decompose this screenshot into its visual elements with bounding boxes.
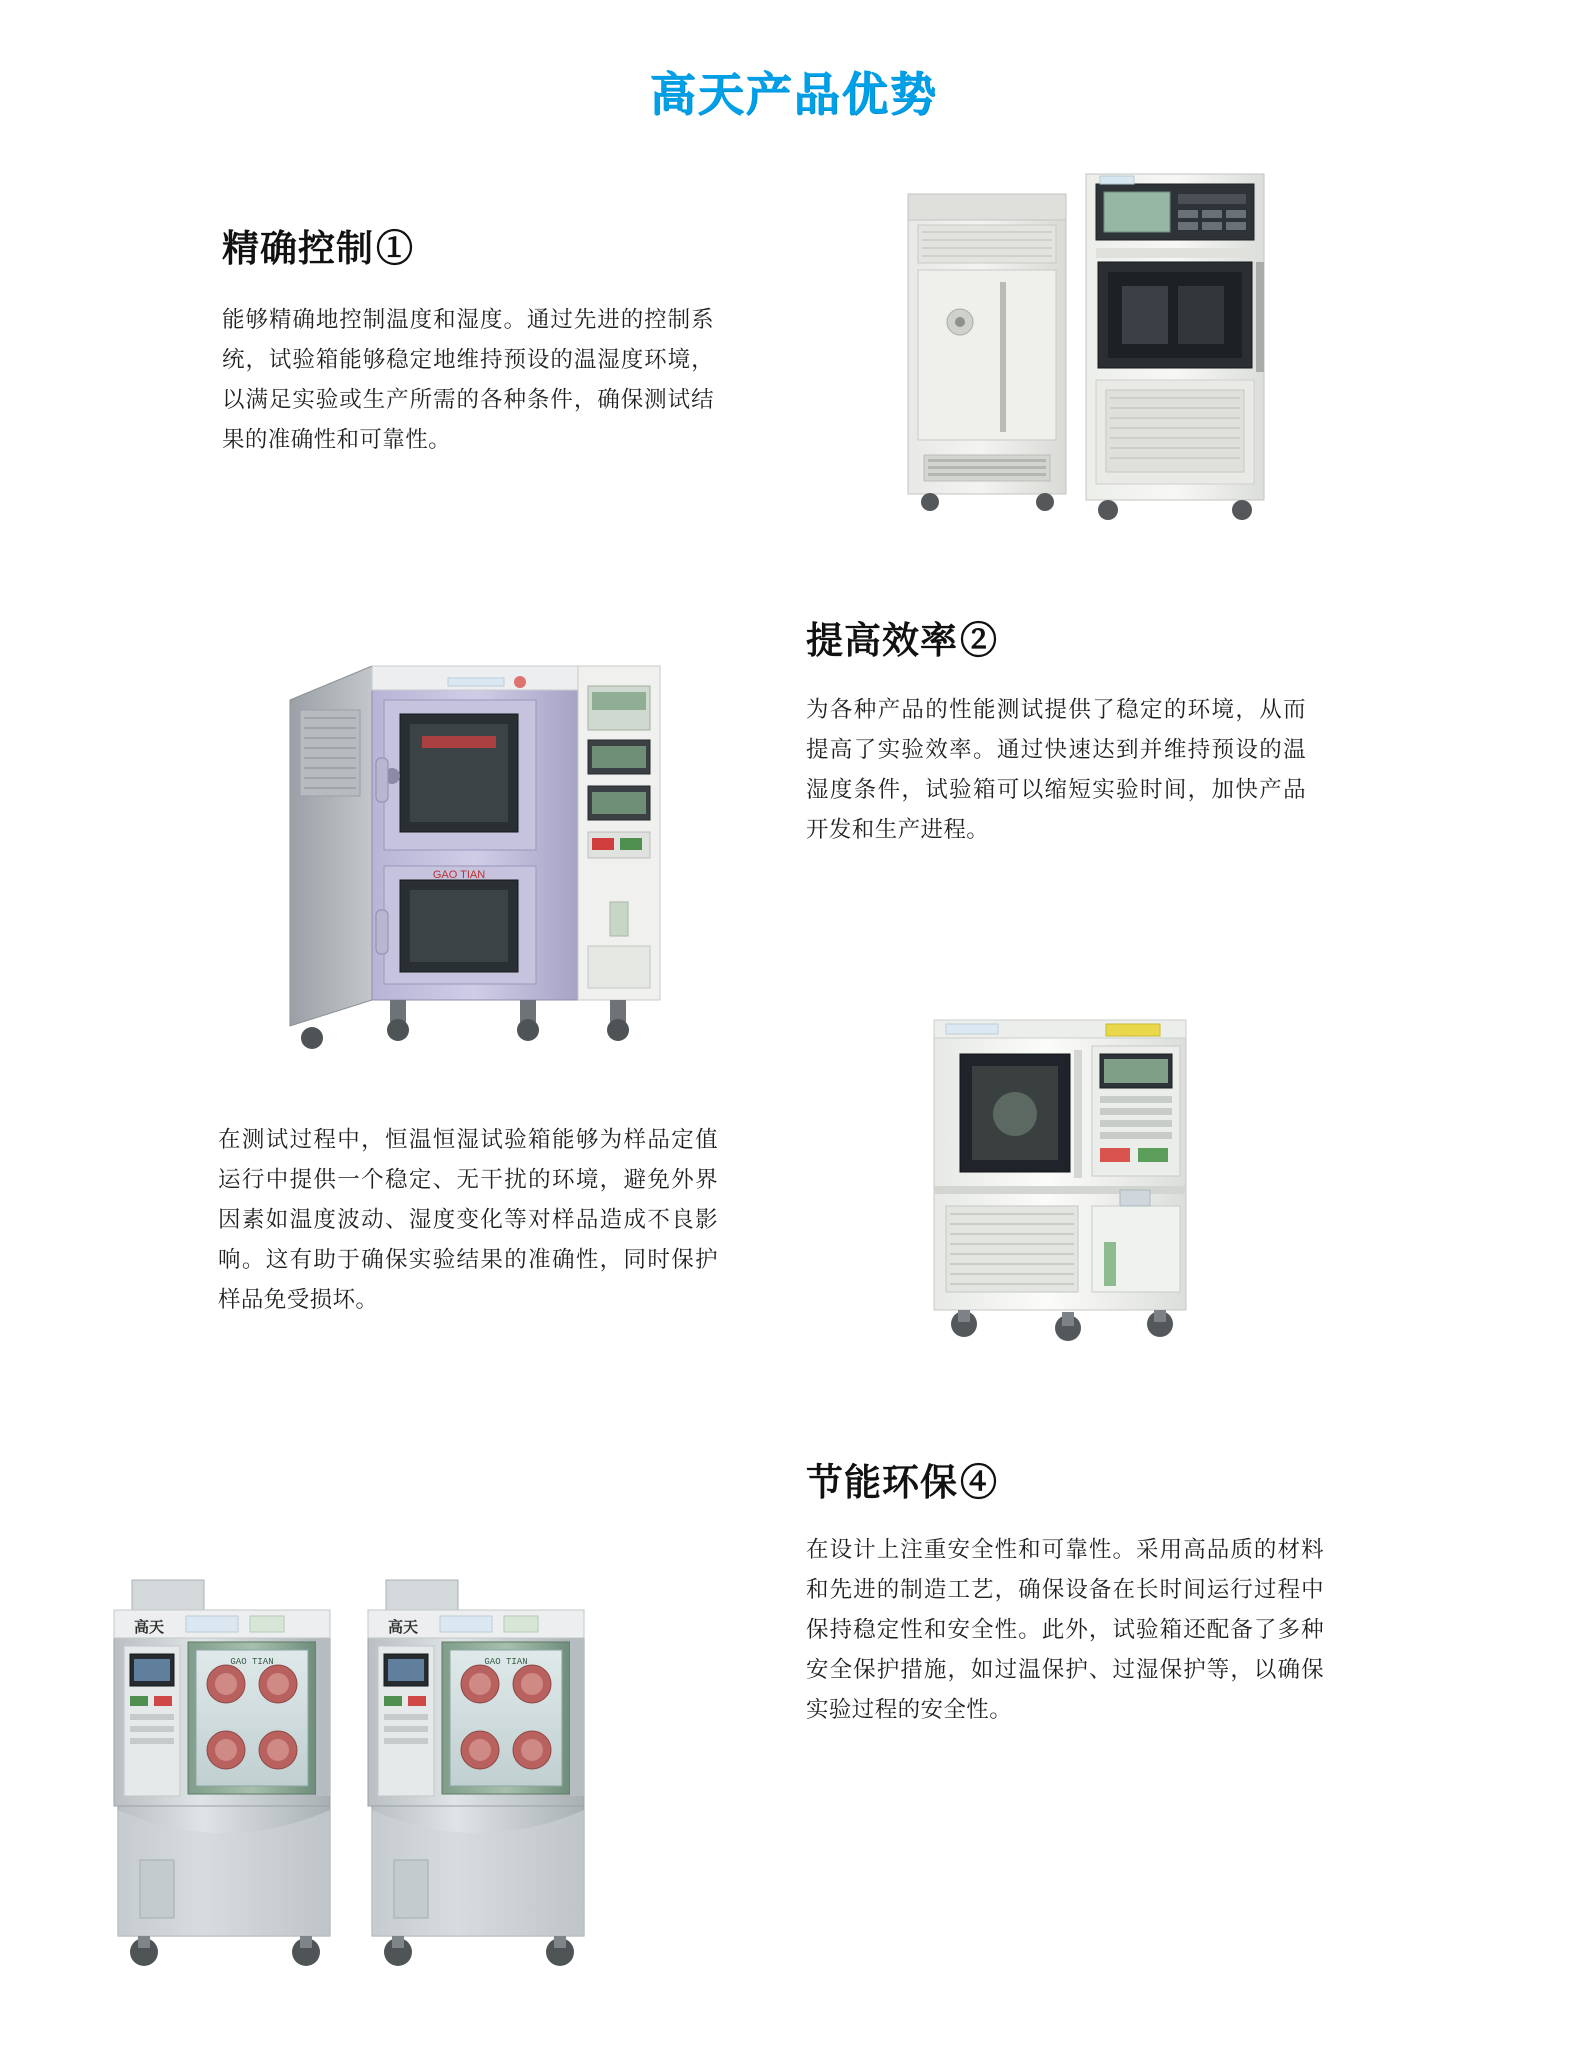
photo-brand-latin: GAO TIAN (432, 869, 486, 881)
section-heading-energy-saving (806, 1452, 998, 1506)
section-body-improve-efficiency: 为各种产品的性能测试提供了稳定的环境，从而提高了实验效率。通过快速达到并维持预设的温湿度条件，试验箱可以缩短实验时间，加快产品开发和生产进程。 (806, 697, 1306, 842)
photo-stable-environment (920, 1010, 1250, 1350)
page-title: 高天产品优势 (649, 68, 938, 120)
photo-improve-efficiency (280, 640, 680, 1060)
section-heading-text: 精确控制 (222, 229, 374, 270)
chamber-pair-illustration (900, 170, 1320, 530)
section-number-1: ① (376, 229, 414, 270)
photo-precise-control (900, 170, 1320, 530)
glovebox-pair-illustration (100, 1560, 620, 1980)
glovebox-right (368, 1580, 584, 1966)
two-door-chamber-illustration (280, 640, 680, 1060)
section-body-precise-control: 能够精确地控制温度和湿度。通过先进的控制系统，试验箱能够稳定地维持预设的温湿度环境，以满足实验或生产所需的各种条件，确保测试结果的准确性和可靠性。 (222, 307, 714, 452)
svg-text:高天: 高天 (388, 1619, 419, 1636)
section-number-4: ④ (960, 1463, 998, 1504)
glovebox-left (114, 1580, 330, 1966)
section-body-energy-saving: 在设计上注重安全性和可靠性。采用高品质的材料和先进的制造工艺，确保设备在长时间运行过程中保持稳定性和安全性。此外，试验箱还配备了多种安全保护措施，如过温保护、过湿保护等，以确保实验过程的安全性。 (806, 1537, 1324, 1722)
photo-brand-latin-right: GAO TIAN (484, 1657, 528, 1667)
white-chamber-illustration (920, 1010, 1250, 1350)
section-heading-improve-efficiency (806, 610, 998, 664)
photo-energy-saving (100, 1560, 620, 1980)
section-body-stable-environment: 在测试过程中，恒温恒湿试验箱能够为样品定值运行中提供一个稳定、无干扰的环境，避免外界因素如温度波动、湿度变化等对样品造成不良影响。这有助于确保实验结果的准确性，同时保护样品免受损坏。 (218, 1127, 718, 1312)
svg-text:高天: 高天 (134, 1619, 165, 1636)
section-heading-text: 节能环保 (806, 1463, 958, 1504)
section-heading-text: 提高效率 (806, 621, 958, 662)
photo-brand-latin-left: GAO TIAN (230, 1657, 274, 1667)
section-heading-precise-control (222, 218, 414, 272)
section-number-2: ② (960, 621, 998, 662)
